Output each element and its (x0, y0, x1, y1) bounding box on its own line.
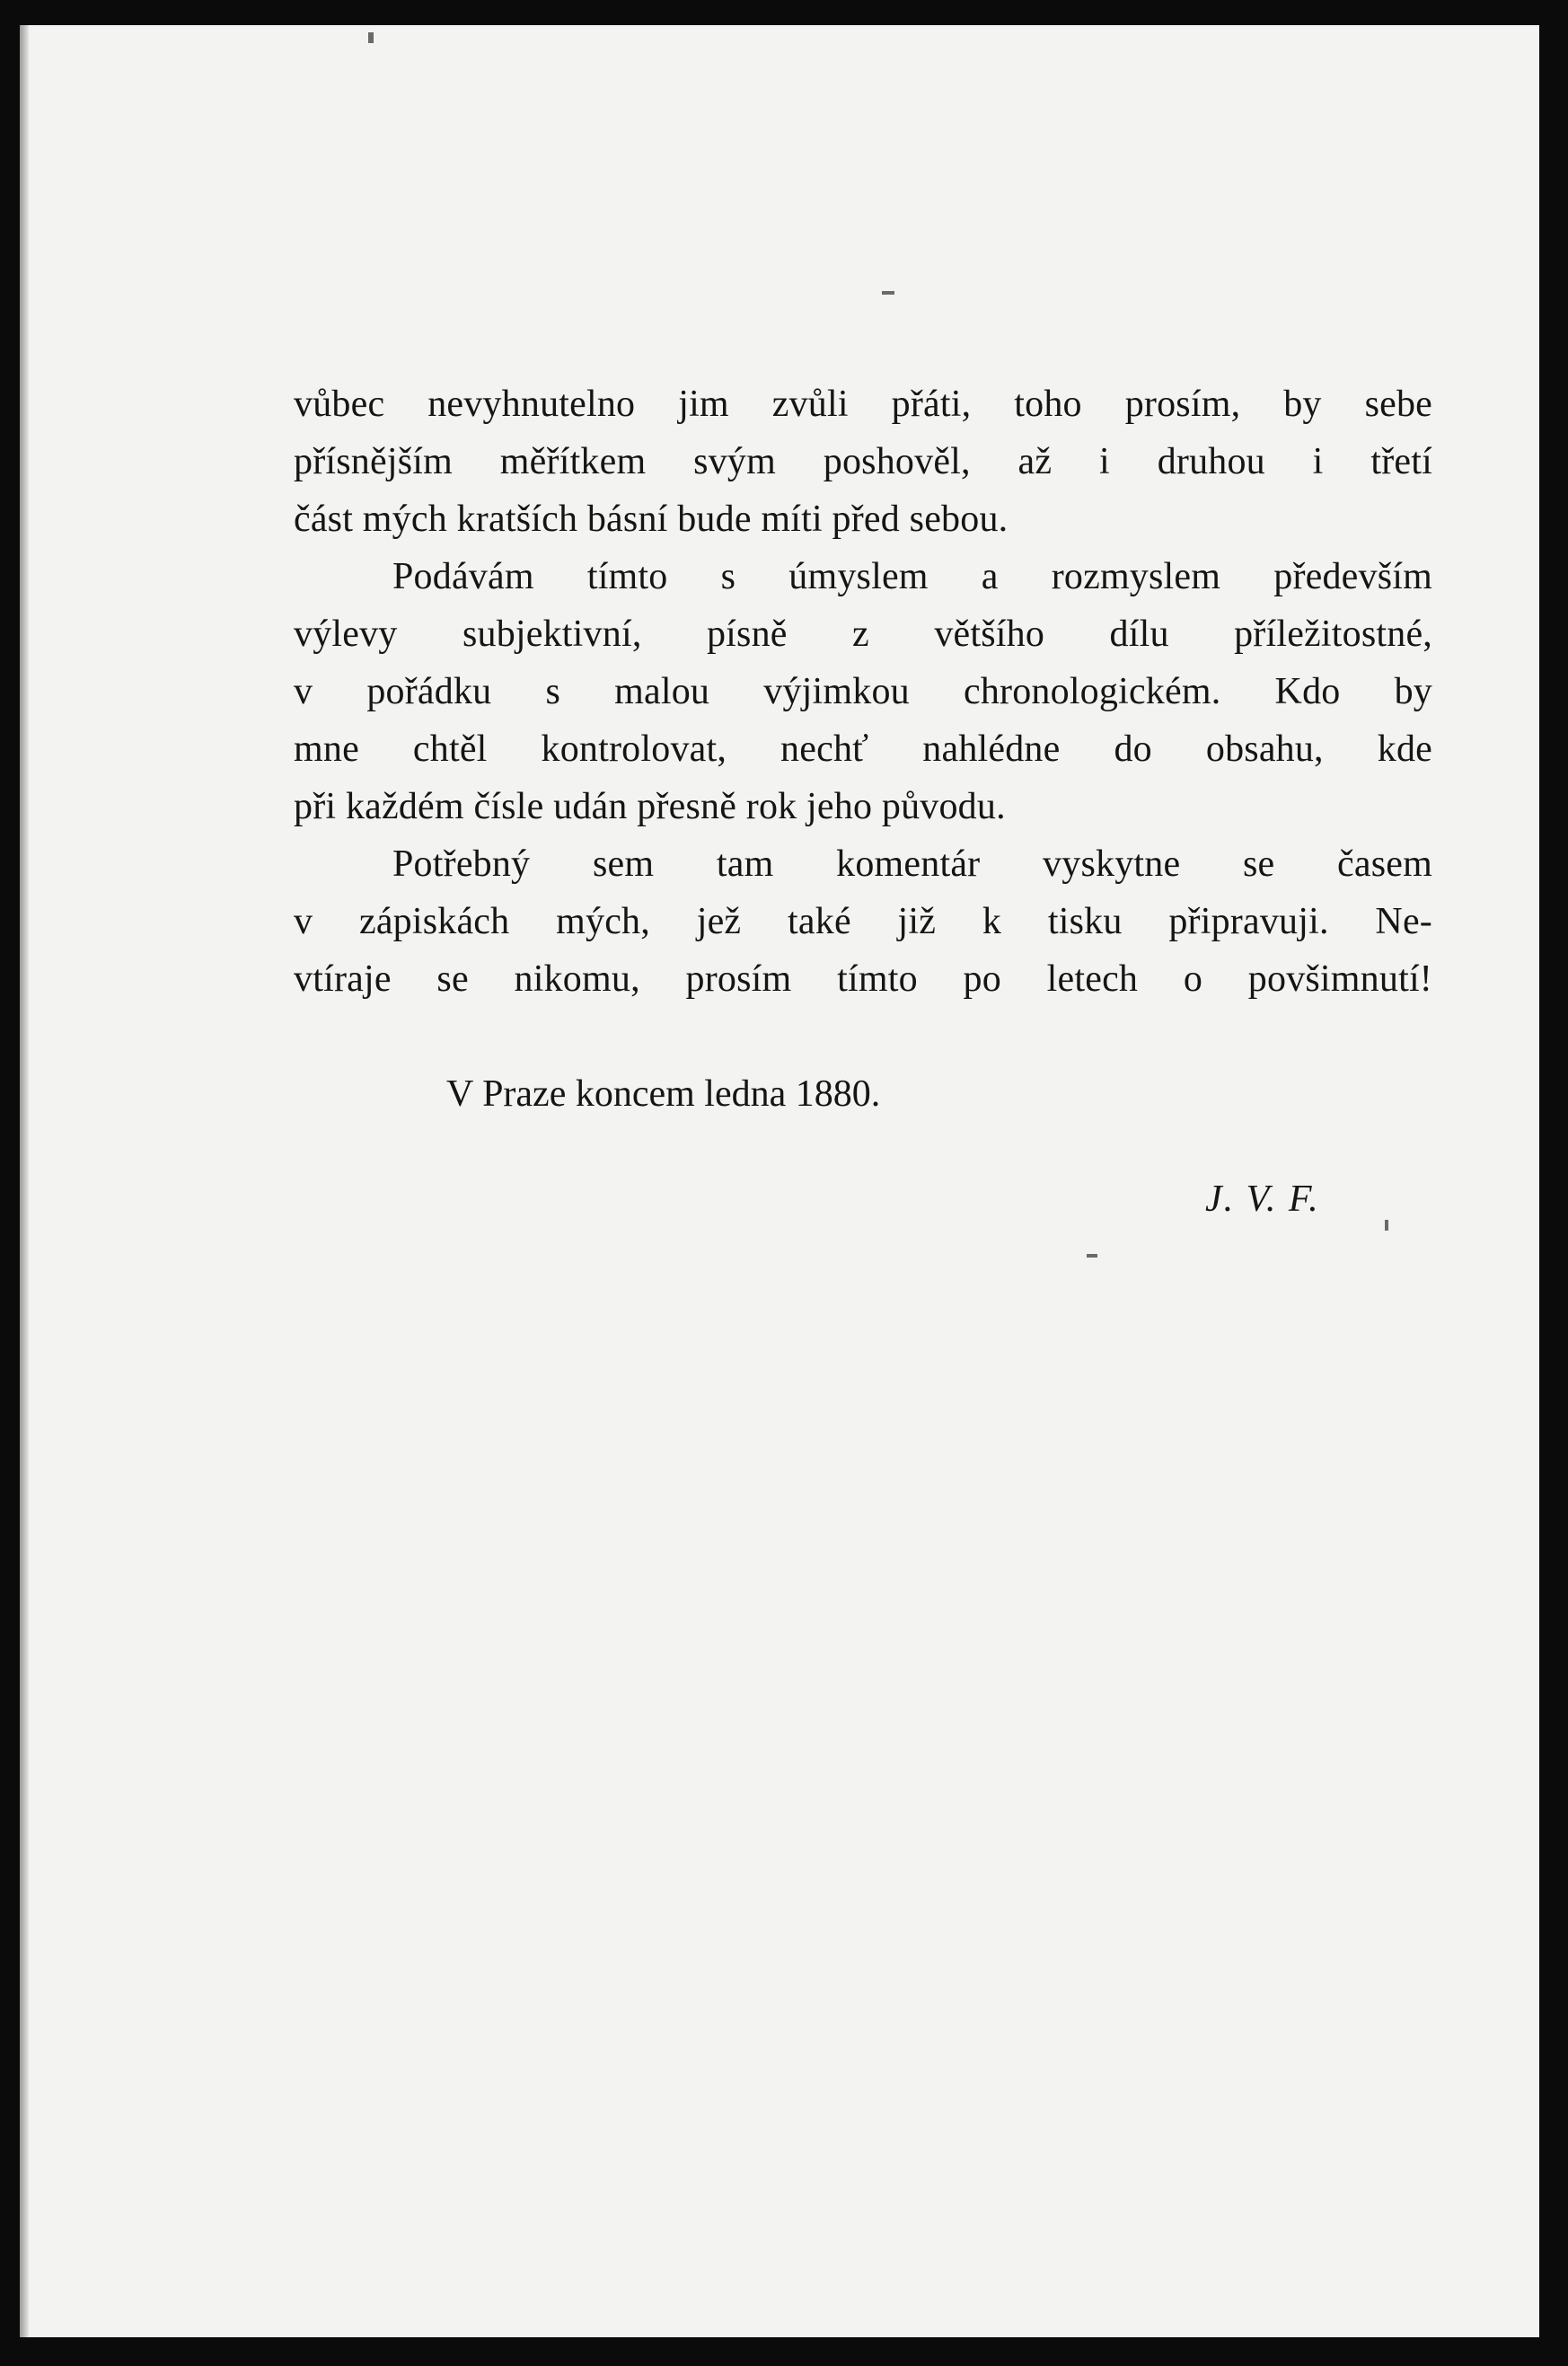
text-line: vůbec nevyhnutelno jim zvůli přáti, toho prosím, by sebe (294, 384, 1432, 425)
text-line: Podávám tímto s úmyslem a rozmyslem především (392, 556, 1432, 597)
paragraph-3 (294, 835, 1432, 1008)
scanned-page (20, 25, 1539, 2337)
scan-speck (882, 291, 894, 295)
text-line: výlevy subjektivní, písně z většího dílu příležitostné, (294, 614, 1432, 655)
scan-speck (1385, 1220, 1388, 1231)
text-line: přísnějším měřítkem svým poshověl, až i druhou i třetí (294, 441, 1432, 482)
page-spine-shadow (20, 25, 29, 2337)
dateline: V Praze koncem ledna 1880. (446, 1073, 881, 1115)
text-line: v pořádku s malou výjimkou chronologickém. Kdo by (294, 671, 1432, 712)
body-text (294, 375, 1432, 1008)
signature-initials: J. V. F. (1205, 1179, 1320, 1220)
scan-speck (1087, 1254, 1097, 1258)
text-line: část mých kratších básní bude míti před sebou. (294, 499, 1009, 540)
text-line: při každém čísle udán přesně rok jeho původu. (294, 786, 1006, 827)
text-line: vtíraje se nikomu, prosím tímto po letech o povšimnutí! (294, 958, 1432, 1000)
scan-speck (368, 32, 374, 43)
text-line: Potřebný sem tam komentár vyskytne se časem (392, 843, 1432, 885)
paragraph-2 (294, 548, 1432, 835)
text-line: v zápiskách mých, jež také již k tisku připravuji. Ne- (294, 901, 1432, 942)
text-line: mne chtěl kontrolovat, nechť nahlédne do obsahu, kde (294, 728, 1432, 770)
paragraph-1 (294, 375, 1432, 548)
